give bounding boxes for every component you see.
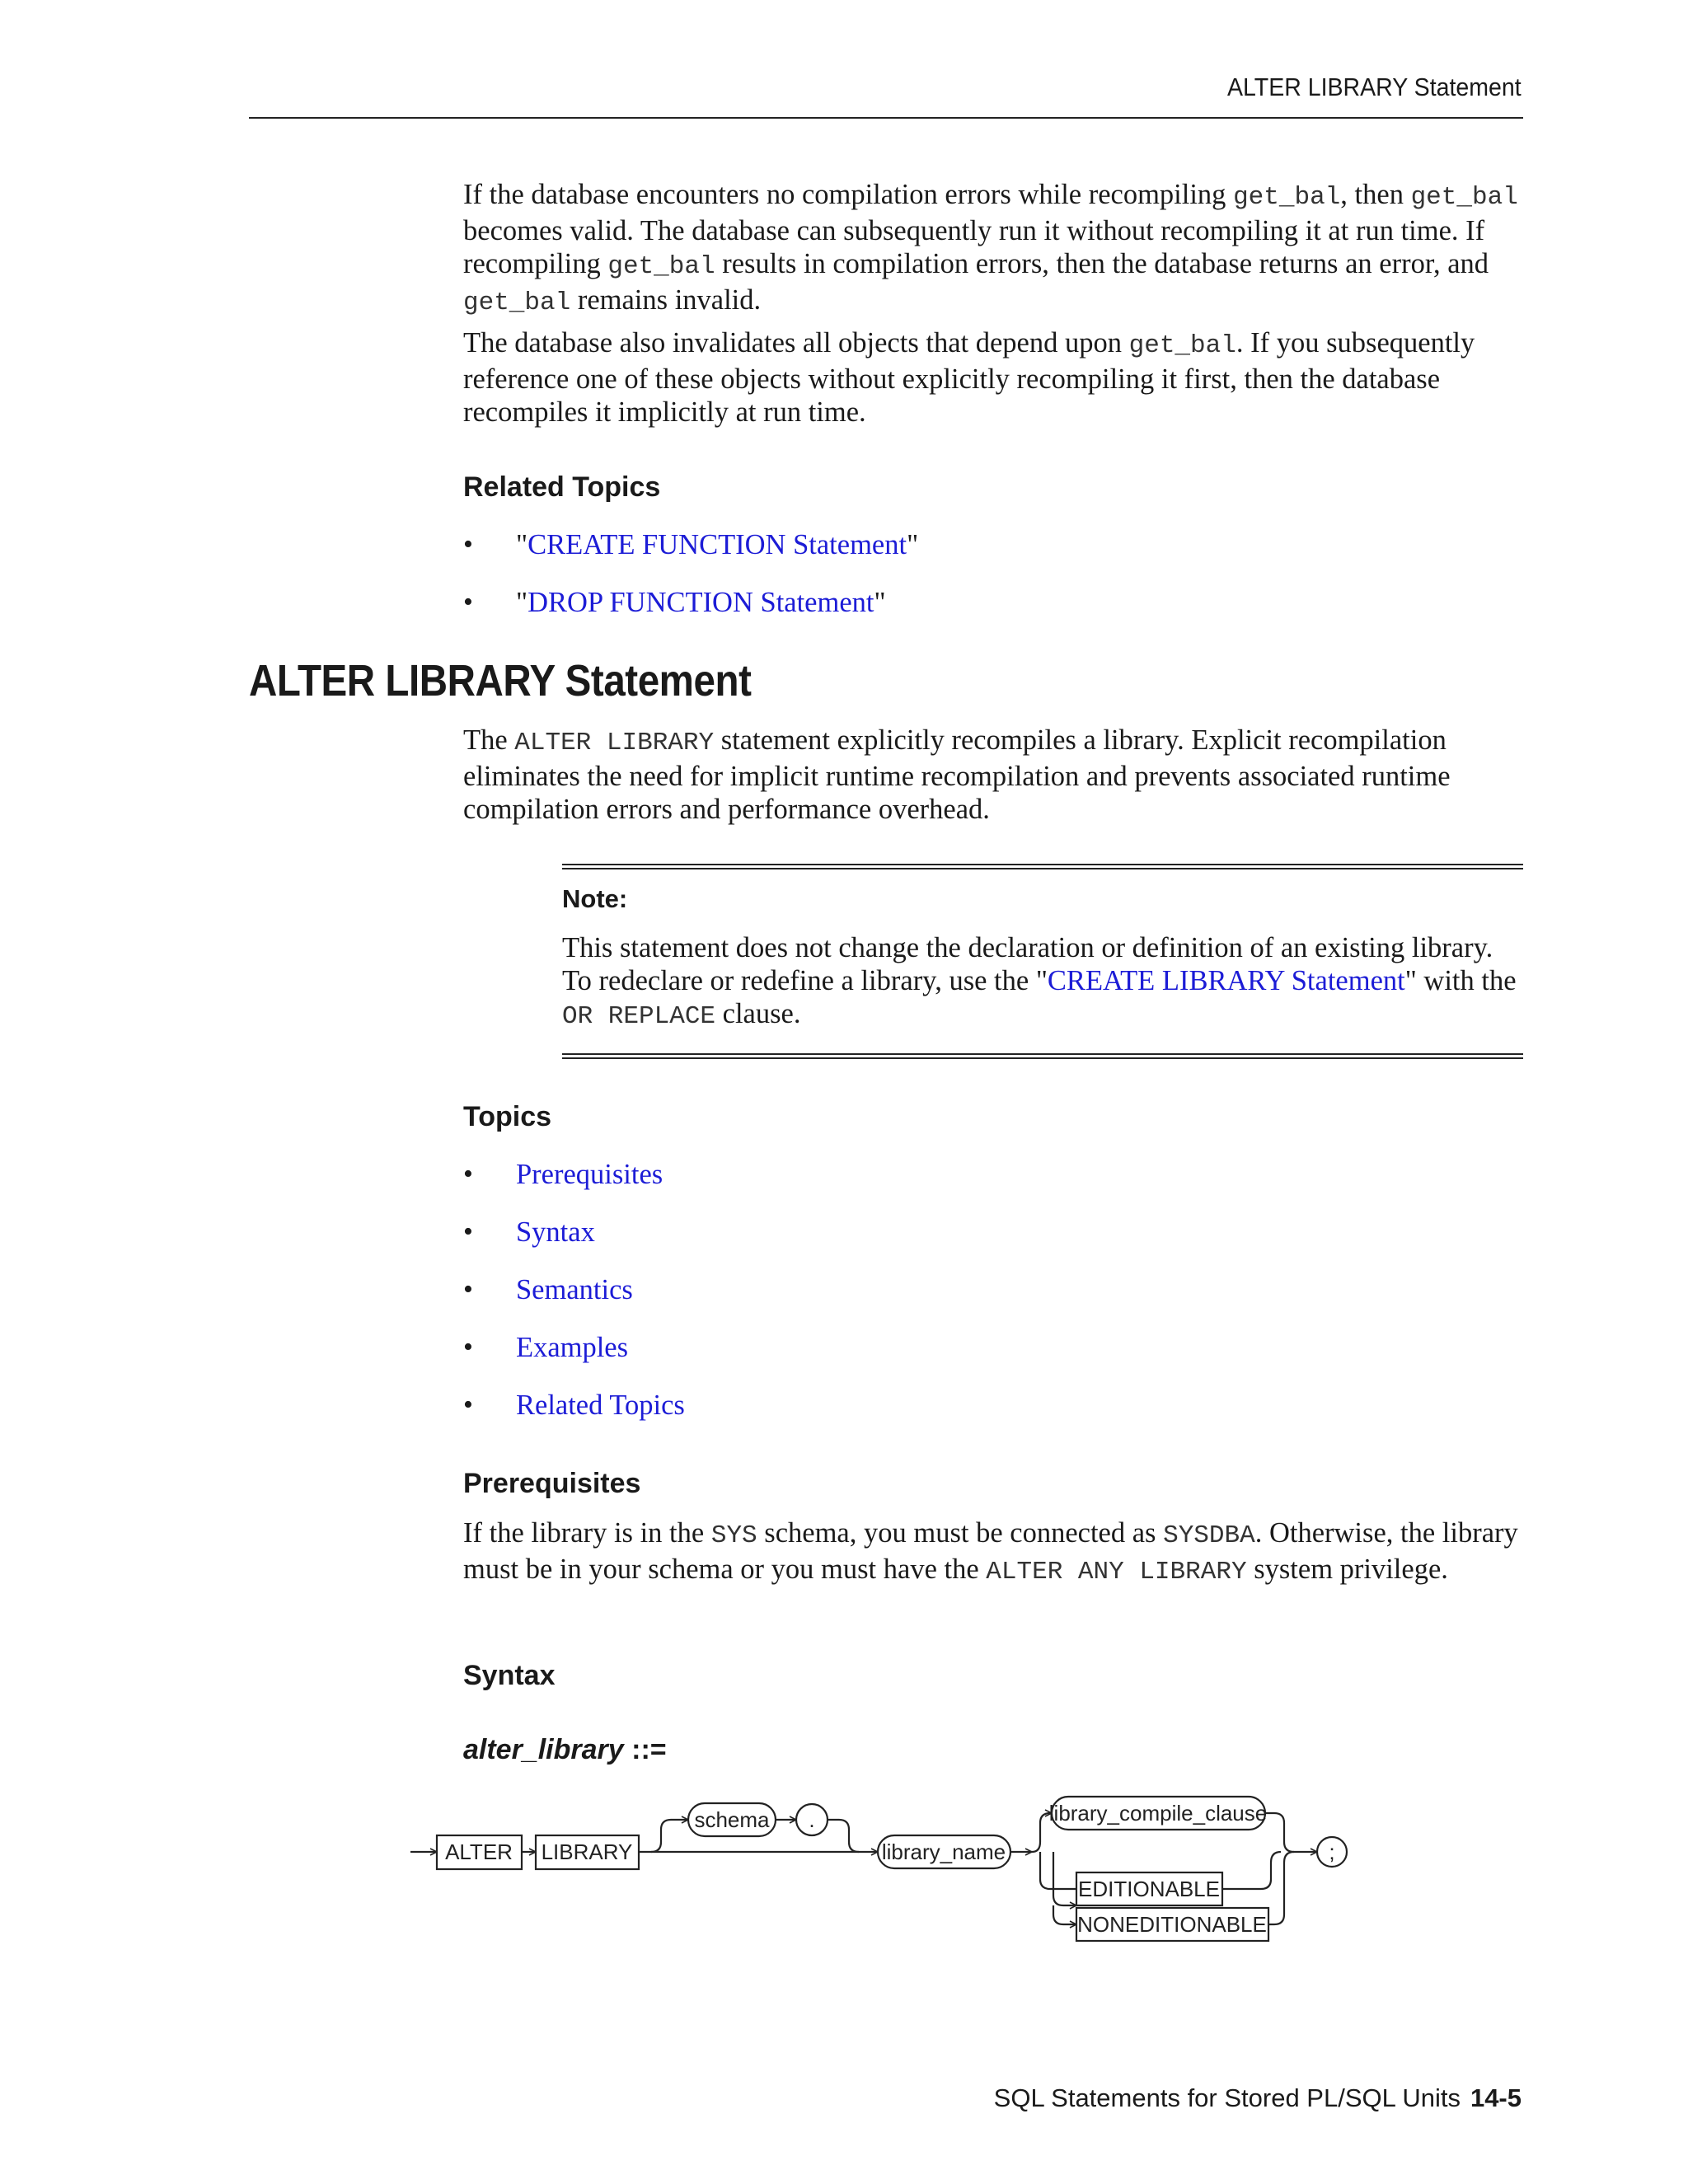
list-item: "DROP FUNCTION Statement" [516, 587, 886, 618]
bullet-dot: • [463, 1390, 473, 1420]
section-title: ALTER LIBRARY Statement [249, 656, 752, 705]
bullet-dot: • [463, 1159, 473, 1189]
topic-link-syntax[interactable]: Syntax [516, 1216, 595, 1248]
create-library-link[interactable]: CREATE LIBRARY Statement [1047, 965, 1405, 996]
bullet-dot: • [463, 529, 473, 560]
bullet-dot: • [463, 1216, 473, 1247]
note-label: Note: [562, 884, 628, 913]
prerequisites-paragraph: If the library is in the SYS schema, you must be connected as SYSDBA. Otherwise, the library must be in your schema or you must have the ALTER ANY LIBRARY system privilege. [463, 1517, 1518, 1586]
diagram-alter-keyword: ALTER [445, 1840, 513, 1864]
intro-paragraph-1: If the database encounters no compilation errors while recompiling get_bal, then get_bal becomes valid. The database can subsequently run it without recompiling it at run time. If recompiling get_bal results in compilation errors, then the database returns an error, and get_bal remains invalid. [463, 179, 1518, 317]
diagram-library-name: library_name [881, 1840, 1006, 1864]
prerequisites-heading: Prerequisites [463, 1468, 641, 1499]
syntax-diagram [404, 1788, 1385, 1953]
page-number: 14-5 [1470, 2083, 1522, 2112]
syntax-heading: Syntax [463, 1660, 556, 1691]
bullet-dot: • [463, 1332, 473, 1362]
note-bottom-rule [562, 1053, 1523, 1059]
diagram-schema: schema [694, 1807, 770, 1832]
note-top-rule [562, 864, 1523, 869]
drop-function-link[interactable]: DROP FUNCTION Statement [528, 587, 874, 618]
topic-link-examples[interactable]: Examples [516, 1332, 629, 1363]
diagram-editionable: EDITIONABLE [1078, 1877, 1220, 1901]
diagram-terminator: ; [1329, 1840, 1335, 1864]
diagram-library-keyword: LIBRARY [541, 1840, 633, 1864]
create-function-link[interactable]: CREATE FUNCTION Statement [528, 529, 907, 560]
topic-link-related-topics[interactable]: Related Topics [516, 1390, 685, 1421]
topic-link-semantics[interactable]: Semantics [516, 1274, 633, 1305]
bullet-dot: • [463, 587, 473, 617]
list-item: "CREATE FUNCTION Statement" [516, 529, 919, 560]
running-header: ALTER LIBRARY Statement [1227, 73, 1522, 101]
diagram-compile-clause: library_compile_clause [1048, 1801, 1268, 1825]
description-paragraph: The ALTER LIBRARY statement explicitly recompiles a library. Explicit recompilation eliminates the need for implicit runtime recompilation and prevents associated runtime compilation errors and performance overhead. [463, 724, 1451, 825]
intro-paragraph-2: The database also invalidates all objects that depend upon get_bal. If you subsequently reference one of these objects without explicitly recompiling it first, then the database recompiles it implicitly at run time. [463, 327, 1475, 428]
header-rule [249, 117, 1523, 119]
related-topics-heading: Related Topics [463, 471, 661, 503]
topics-heading: Topics [463, 1101, 552, 1132]
page-footer: SQL Statements for Stored PL/SQL Units 14-5 [993, 2083, 1522, 2112]
syntax-rule-title: alter_library ::= [463, 1734, 667, 1765]
diagram-noneditionable: NONEDITIONABLE [1077, 1912, 1267, 1937]
note-body: This statement does not change the declaration or definition of an existing library. To redeclare or redefine a library, use the "CREATE LIBRARY Statement" with the OR REPLACE clause. [562, 932, 1517, 1031]
topic-link-prerequisites[interactable]: Prerequisites [516, 1159, 663, 1190]
diagram-dot: . [809, 1807, 815, 1832]
bullet-dot: • [463, 1274, 473, 1305]
